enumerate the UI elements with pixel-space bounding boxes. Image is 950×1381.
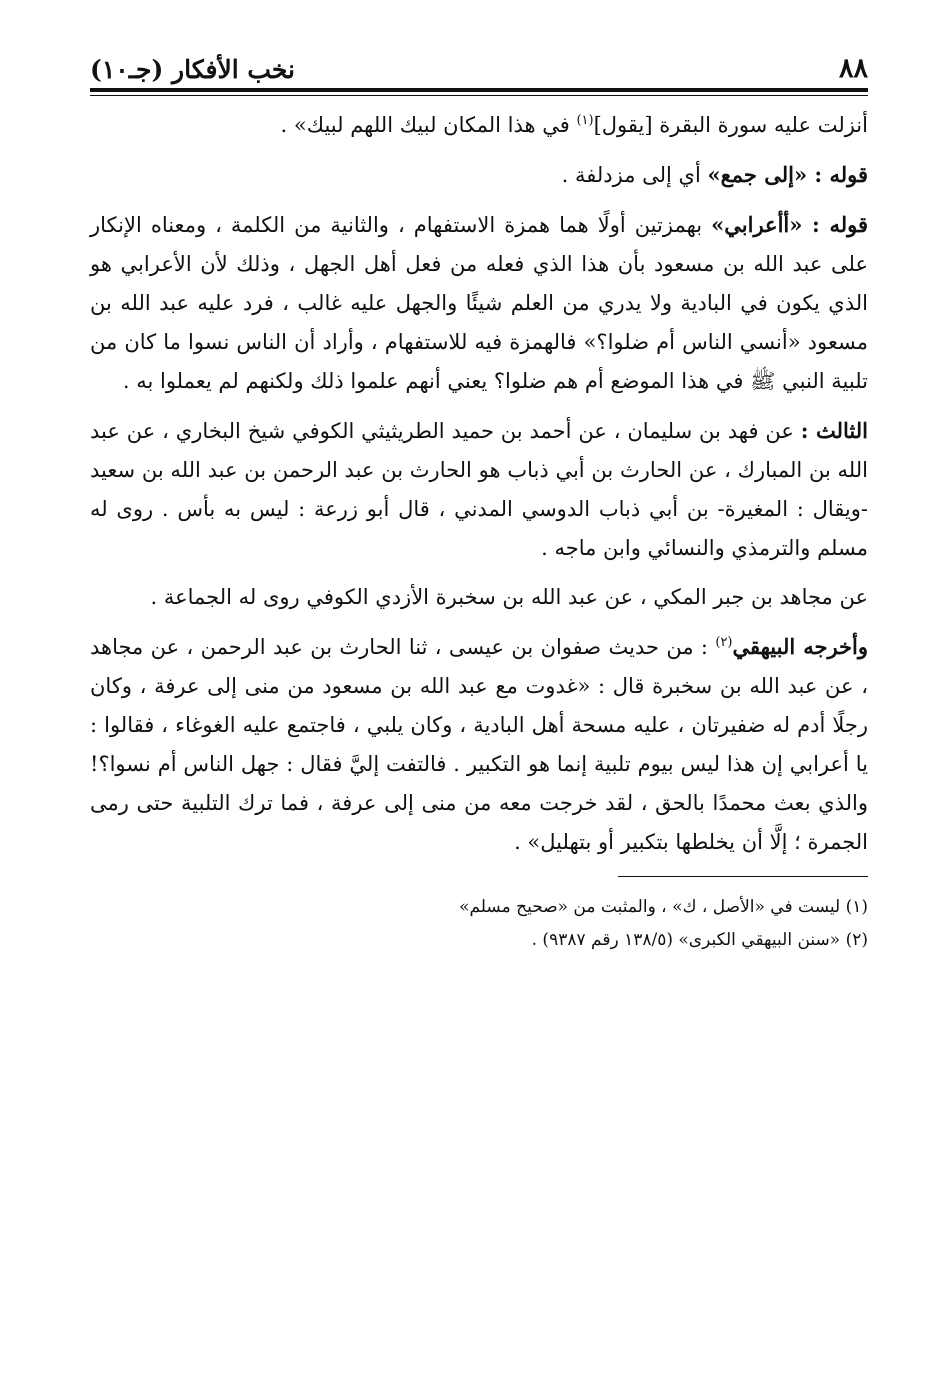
paragraph-text: أي إلى مزدلفة .	[561, 163, 708, 187]
book-page	[90, 40, 868, 957]
header-rule-thin	[90, 95, 868, 96]
footnote-1: (١) ليست في «الأصل ، ك» ، والمثبت من «صحيح مسلم»	[459, 897, 868, 917]
page-header	[90, 40, 868, 84]
paragraph-lead: قوله : «إلى جمع»	[707, 162, 868, 187]
footnote-separator	[618, 876, 868, 877]
paragraph-text: عن فهد بن سليمان ، عن أحمد بن حميد الطريثيثي الكوفي شيخ البخاري ، عن عبد الله بن المبارك ، عن الحارث بن أبي ذباب هو الحارث بن عبد الرحمن بن عبد الله بن سعيد -ويقال : المغيرة- بن أبي ذباب الدوسي المدني ، قال أبو زرعة : ليس به بأس . روى له مسلم والترمذي والنسائي وابن ماجه .	[90, 419, 868, 560]
footnotes	[90, 891, 868, 957]
paragraph-text: أنزلت عليه سورة البقرة [يقول]	[593, 113, 868, 137]
paragraph-text: عن مجاهد بن جبر المكي ، عن عبد الله بن سخبرة الأزدي الكوفي روى له الجماعة .	[150, 585, 868, 609]
running-title: نخب الأفكار (جـ١٠)	[90, 55, 296, 84]
footnote-ref-1: (١)	[576, 113, 594, 128]
paragraph-lead: وأخرجه البيهقي	[732, 634, 868, 659]
footnote-2: (٢) «سنن البيهقي الكبرى» (١٣٨/٥ رقم ٩٣٨٧) .	[531, 930, 868, 950]
paragraph-text: في هذا المكان لبيك اللهم لبيك» .	[280, 113, 577, 137]
page-number: ٨٨	[838, 53, 868, 84]
header-rule-thick	[90, 88, 868, 92]
paragraph-text: بهمزتين أولًا هما همزة الاستفهام ، والثانية من الكلمة ، ومعناه الإنكار على عبد الله بن مسعود بأن هذا الذي فعله من فعل أهل الجهل ، وذلك لأن الأعرابي هو الذي يكون في البادية ولا يدري من العلم شيئًا والجهل عليه غالب ، فرد عليه عبد الله بن مسعود «أنسي الناس أم ضلوا؟» فالهمزة فيه للاستفهام ، وأراد أن الناس نسوا ما كان من تلبية النبي ﷺ في هذا الموضع أم هم ضلوا؟ يعني أنهم علموا ذلك ولكنهم لم يعملوا به .	[90, 213, 868, 393]
paragraph-4	[90, 411, 868, 568]
paragraph-5	[90, 578, 868, 617]
paragraph-lead: قوله : «أأعرابي»	[711, 212, 868, 237]
paragraph-3	[90, 205, 868, 401]
paragraph-2	[90, 155, 868, 195]
paragraph-1	[90, 106, 868, 145]
paragraph-text: : من حديث صفوان بن عيسى ، ثنا الحارث بن عبد الرحمن ، عن مجاهد ، عن عبد الله بن سخبرة قال : «غدوت مع عبد الله بن مسعود من منى إلى عرفة ، وكان رجلًا أدم له ضفيرتان ، عليه مسحة أهل البادية ، وكان يلبي ، فاجتمع عليه الغوغاء ، فقالوا : يا أعرابي إن هذا ليس بيوم تلبية إنما هو التكبير . فالتفت إليَّ فقال : جهل الناس أم نسوا؟! والذي بعث محمدًا بالحق ، لقد خرجت معه من منى إلى عرفة ، فما ترك التلبية حتى رمى الجمرة ؛ إلَّا أن يخلطها بتكبير أو بتهليل» .	[90, 635, 868, 854]
paragraph-lead: الثالث :	[800, 418, 868, 443]
footnote-ref-2: (٢)	[715, 635, 733, 650]
main-text	[90, 106, 868, 862]
paragraph-6	[90, 627, 868, 862]
